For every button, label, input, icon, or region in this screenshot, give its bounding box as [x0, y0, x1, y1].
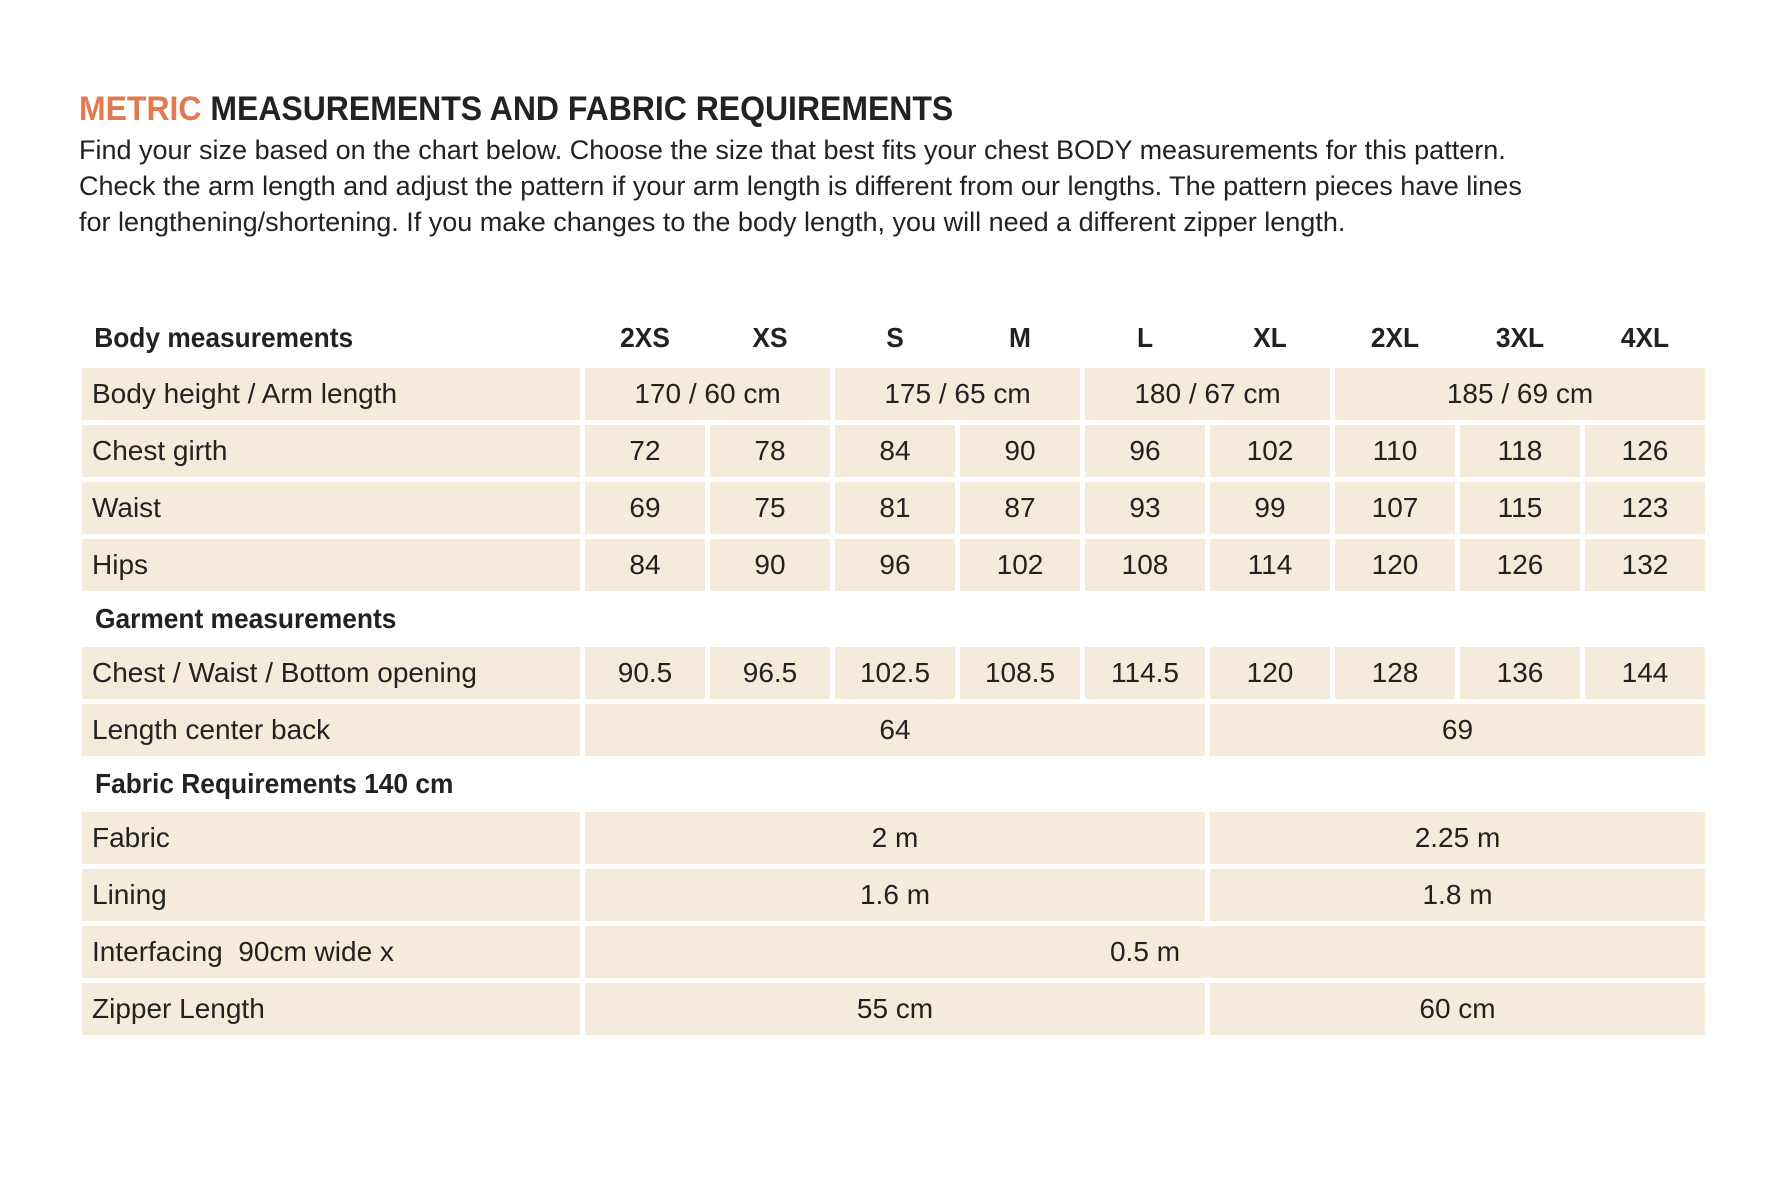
- table-cell: 2.25 m: [1210, 812, 1705, 864]
- table-cell: 84: [835, 425, 955, 477]
- table-cell: 75: [710, 482, 830, 534]
- section-row-fabric: [82, 761, 1705, 807]
- table-cell: 96: [1085, 425, 1205, 477]
- row-label: Length center back: [82, 704, 580, 756]
- row-label: Lining: [82, 869, 580, 921]
- table-row-fabric: [82, 812, 1705, 864]
- size-chart-table: [77, 308, 1710, 1040]
- table-cell: 90: [960, 425, 1080, 477]
- table-cell: 96.5: [710, 647, 830, 699]
- intro-line: Find your size based on the chart below. Choose the size that best fits your chest BODY measurements for this pattern.: [79, 135, 1506, 165]
- table-cell: 118: [1460, 425, 1580, 477]
- table-cell: 93: [1085, 482, 1205, 534]
- table-cell: 2 m: [585, 812, 1205, 864]
- table-cell: 123: [1585, 482, 1705, 534]
- row-label: Fabric: [82, 812, 580, 864]
- table-cell: 1.8 m: [1210, 869, 1705, 921]
- table-cell: 136: [1460, 647, 1580, 699]
- table-cell: 102: [1210, 425, 1330, 477]
- table-row-hips: [82, 539, 1705, 591]
- intro-line: Check the arm length and adjust the pattern if your arm length is different from our lengths. The pattern pieces have lines: [79, 171, 1522, 201]
- size-header: 2XS: [620, 322, 670, 353]
- row-label: Chest / Waist / Bottom opening: [82, 647, 580, 699]
- table-row-chest: [82, 425, 1705, 477]
- row-label: Body height / Arm length: [82, 368, 580, 420]
- table-cell: 90: [710, 539, 830, 591]
- size-header: L: [1136, 322, 1154, 353]
- title-accent: METRIC: [79, 90, 202, 128]
- table-cell: 64: [585, 704, 1205, 756]
- section-heading-text: Fabric Requirements 140 cm: [95, 768, 454, 799]
- section-heading: [82, 596, 1705, 642]
- page-title: [79, 88, 1621, 130]
- title-rest: MEASUREMENTS AND FABRIC REQUIREMENTS: [210, 90, 954, 128]
- section-heading-text: Garment measurements: [95, 603, 397, 634]
- table-cell: 115: [1460, 482, 1580, 534]
- table-row-lining: [82, 869, 1705, 921]
- table-cell: 69: [1210, 704, 1705, 756]
- intro-line: for lengthening/shortening. If you make changes to the body length, you will need a different zipper length.: [79, 207, 1346, 237]
- table-cell: 114: [1210, 539, 1330, 591]
- body-measurements-heading: Body measurements: [94, 322, 354, 353]
- table-cell: 114.5: [1085, 647, 1205, 699]
- table-cell: 108.5: [960, 647, 1080, 699]
- intro-text: [79, 132, 1719, 240]
- table-cell: 81: [835, 482, 955, 534]
- size-header: 2XL: [1370, 322, 1420, 353]
- section-row-garment: [82, 596, 1705, 642]
- table-row-waist: [82, 482, 1705, 534]
- size-header: M: [1009, 322, 1031, 353]
- table-cell: 126: [1585, 425, 1705, 477]
- table-row-garment-chest: [82, 647, 1705, 699]
- table-row-body-height: [82, 368, 1705, 420]
- table-cell: 102.5: [835, 647, 955, 699]
- table-row-zipper: [82, 983, 1705, 1035]
- table-cell: 1.6 m: [585, 869, 1205, 921]
- table-cell: 110: [1335, 425, 1455, 477]
- table-cell: 126: [1460, 539, 1580, 591]
- table-cell: 78: [710, 425, 830, 477]
- table-cell: 185 / 69 cm: [1335, 368, 1705, 420]
- table-cell: 170 / 60 cm: [585, 368, 830, 420]
- table-cell: 55 cm: [585, 983, 1205, 1035]
- table-cell: 60 cm: [1210, 983, 1705, 1035]
- table-cell: 132: [1585, 539, 1705, 591]
- table-cell: 107: [1335, 482, 1455, 534]
- page-header: [79, 88, 1719, 240]
- table-cell: 84: [585, 539, 705, 591]
- table-row-interfacing: [82, 926, 1705, 978]
- size-header: S: [886, 322, 904, 353]
- table-cell: 180 / 67 cm: [1085, 368, 1330, 420]
- table-cell: 72: [585, 425, 705, 477]
- table-cell: 175 / 65 cm: [835, 368, 1080, 420]
- table-row-length-back: [82, 704, 1705, 756]
- table-cell: 120: [1210, 647, 1330, 699]
- table-header-row: [82, 313, 1705, 363]
- row-label: Chest girth: [82, 425, 580, 477]
- row-label: Hips: [82, 539, 580, 591]
- size-header: 4XL: [1620, 322, 1670, 353]
- table-cell: 128: [1335, 647, 1455, 699]
- table-cell: 108: [1085, 539, 1205, 591]
- size-header: 3XL: [1495, 322, 1545, 353]
- table-cell: 99: [1210, 482, 1330, 534]
- table-cell: 144: [1585, 647, 1705, 699]
- section-heading: [82, 761, 1705, 807]
- table-cell: 90.5: [585, 647, 705, 699]
- table-cell: 0.5 m: [585, 926, 1705, 978]
- row-label: Interfacing 90cm wide x: [82, 926, 580, 978]
- table-cell: 96: [835, 539, 955, 591]
- row-label: Waist: [82, 482, 580, 534]
- row-label: Zipper Length: [82, 983, 580, 1035]
- table-cell: 87: [960, 482, 1080, 534]
- size-header: XL: [1253, 322, 1287, 353]
- size-header: XS: [752, 322, 788, 353]
- table-cell: 102: [960, 539, 1080, 591]
- table-cell: 120: [1335, 539, 1455, 591]
- table-cell: 69: [585, 482, 705, 534]
